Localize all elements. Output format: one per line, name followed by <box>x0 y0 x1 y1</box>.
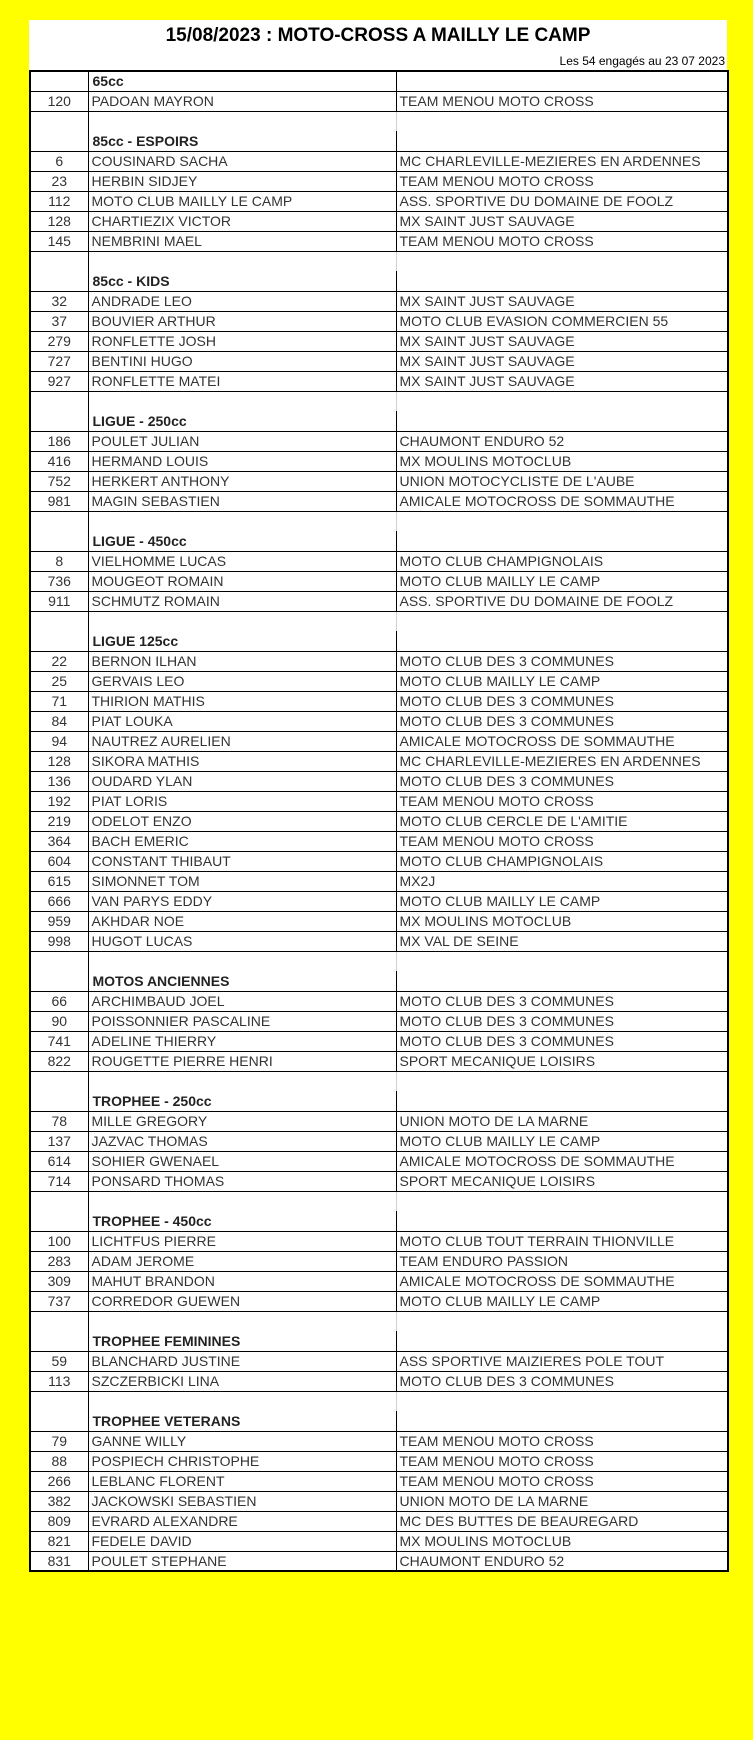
rider-name: JAZVAC THOMAS <box>88 1131 396 1151</box>
rider-name: NAUTREZ AURELIEN <box>88 731 396 751</box>
table-row <box>30 151 728 171</box>
rider-club: ASS SPORTIVE MAIZIERES POLE TOUT <box>396 1351 728 1371</box>
category-row <box>30 131 728 151</box>
rider-club: MOTO CLUB MAILLY LE CAMP <box>396 891 728 911</box>
table-row <box>30 1491 728 1511</box>
rider-name: VAN PARYS EDDY <box>88 891 396 911</box>
rider-name: SCHMUTZ ROMAIN <box>88 591 396 611</box>
table-row <box>30 231 728 251</box>
rider-number: 309 <box>30 1271 88 1291</box>
rider-number: 416 <box>30 451 88 471</box>
rider-name: BOUVIER ARTHUR <box>88 311 396 331</box>
rider-name: MILLE GREGORY <box>88 1111 396 1131</box>
rider-number: 927 <box>30 371 88 391</box>
spacer-row <box>30 1071 728 1091</box>
table-row <box>30 211 728 231</box>
rider-club: MOTO CLUB DES 3 COMMUNES <box>396 711 728 731</box>
rider-club: MX MOULINS MOTOCLUB <box>396 911 728 931</box>
rider-club: MOTO CLUB MAILLY LE CAMP <box>396 1291 728 1311</box>
rider-name: AKHDAR NOE <box>88 911 396 931</box>
rider-club: MX SAINT JUST SAUVAGE <box>396 211 728 231</box>
rider-number: 8 <box>30 551 88 571</box>
rider-name: ARCHIMBAUD JOEL <box>88 991 396 1011</box>
rider-club: MX SAINT JUST SAUVAGE <box>396 331 728 351</box>
category-heading: TROPHEE VETERANS <box>88 1411 396 1431</box>
rider-name: THIRION MATHIS <box>88 691 396 711</box>
rider-name: ODELOT ENZO <box>88 811 396 831</box>
spacer-row <box>30 111 728 131</box>
rider-club: TEAM MENOU MOTO CROSS <box>396 1451 728 1471</box>
rider-number: 615 <box>30 871 88 891</box>
rider-number: 113 <box>30 1371 88 1391</box>
rider-number: 737 <box>30 1291 88 1311</box>
table-row <box>30 1111 728 1131</box>
rider-number: 736 <box>30 571 88 591</box>
rider-name: CONSTANT THIBAUT <box>88 851 396 871</box>
rider-number: 32 <box>30 291 88 311</box>
table-row <box>30 1051 728 1071</box>
category-heading: TROPHEE - 450cc <box>88 1211 396 1231</box>
rider-name: LEBLANC FLORENT <box>88 1471 396 1491</box>
rider-club: MOTO CLUB MAILLY LE CAMP <box>396 1131 728 1151</box>
rider-number: 71 <box>30 691 88 711</box>
rider-club: MC CHARLEVILLE-MEZIERES EN ARDENNES <box>396 151 728 171</box>
rider-number: 714 <box>30 1171 88 1191</box>
rider-name: ADAM JEROME <box>88 1251 396 1271</box>
category-heading: 65cc <box>88 71 396 91</box>
rider-club: TEAM MENOU MOTO CROSS <box>396 1471 728 1491</box>
table-row <box>30 1031 728 1051</box>
rider-number: 752 <box>30 471 88 491</box>
rider-name: MOUGEOT ROMAIN <box>88 571 396 591</box>
rider-club: MOTO CLUB DES 3 COMMUNES <box>396 1011 728 1031</box>
rider-number: 192 <box>30 791 88 811</box>
rider-club: AMICALE MOTOCROSS DE SOMMAUTHE <box>396 1151 728 1171</box>
rider-number: 821 <box>30 1531 88 1551</box>
rider-number: 6 <box>30 151 88 171</box>
rider-number: 37 <box>30 311 88 331</box>
rider-club: TEAM MENOU MOTO CROSS <box>396 171 728 191</box>
rider-name: MAGIN SEBASTIEN <box>88 491 396 511</box>
rider-number: 137 <box>30 1131 88 1151</box>
rider-club: MOTO CLUB DES 3 COMMUNES <box>396 771 728 791</box>
rider-number: 128 <box>30 751 88 771</box>
table-row <box>30 91 728 111</box>
table-row <box>30 1291 728 1311</box>
rider-name: POSPIECH CHRISTOPHE <box>88 1451 396 1471</box>
category-row <box>30 1211 728 1231</box>
rider-number: 604 <box>30 851 88 871</box>
category-heading: MOTOS ANCIENNES <box>88 971 396 991</box>
category-row <box>30 631 728 651</box>
table-row <box>30 571 728 591</box>
rider-name: BLANCHARD JUSTINE <box>88 1351 396 1371</box>
rider-club: CHAUMONT ENDURO 52 <box>396 1551 728 1571</box>
table-row <box>30 1531 728 1551</box>
table-row <box>30 331 728 351</box>
rider-number: 94 <box>30 731 88 751</box>
table-row <box>30 1271 728 1291</box>
rider-number: 88 <box>30 1451 88 1471</box>
table-row <box>30 1451 728 1471</box>
table-row <box>30 651 728 671</box>
rider-club: TEAM MENOU MOTO CROSS <box>396 231 728 251</box>
spacer-row <box>30 251 728 271</box>
rider-name: ROUGETTE PIERRE HENRI <box>88 1051 396 1071</box>
rider-name: RONFLETTE JOSH <box>88 331 396 351</box>
rider-number: 66 <box>30 991 88 1011</box>
rider-name: MAHUT BRANDON <box>88 1271 396 1291</box>
rider-name: PIAT LORIS <box>88 791 396 811</box>
table-row <box>30 811 728 831</box>
table-row <box>30 291 728 311</box>
category-heading: LIGUE - 450cc <box>88 531 396 551</box>
rider-number: 112 <box>30 191 88 211</box>
spacer-row <box>30 1391 728 1411</box>
rider-name: ANDRADE LEO <box>88 291 396 311</box>
spacer-row <box>30 1311 728 1331</box>
rider-club: MX SAINT JUST SAUVAGE <box>396 291 728 311</box>
rider-club: MOTO CLUB CHAMPIGNOLAIS <box>396 851 728 871</box>
table-row <box>30 1171 728 1191</box>
table-row <box>30 451 728 471</box>
rider-name: POULET STEPHANE <box>88 1551 396 1571</box>
table-row <box>30 671 728 691</box>
category-row <box>30 1091 728 1111</box>
rider-club: MC DES BUTTES DE BEAUREGARD <box>396 1511 728 1531</box>
rider-club: UNION MOTO DE LA MARNE <box>396 1111 728 1131</box>
rider-name: VIELHOMME LUCAS <box>88 551 396 571</box>
rider-club: SPORT MECANIQUE LOISIRS <box>396 1171 728 1191</box>
rider-name: POISSONNIER PASCALINE <box>88 1011 396 1031</box>
category-row <box>30 271 728 291</box>
rider-number: 22 <box>30 651 88 671</box>
rider-name: LICHTFUS PIERRE <box>88 1231 396 1251</box>
rider-name: BENTINI HUGO <box>88 351 396 371</box>
rider-number: 59 <box>30 1351 88 1371</box>
rider-club: MOTO CLUB EVASION COMMERCIEN 55 <box>396 311 728 331</box>
table-row <box>30 1251 728 1271</box>
rider-number: 186 <box>30 431 88 451</box>
rider-number: 23 <box>30 171 88 191</box>
rider-number: 283 <box>30 1251 88 1271</box>
rider-name: HERMAND LOUIS <box>88 451 396 471</box>
rider-number: 614 <box>30 1151 88 1171</box>
category-row <box>30 1411 728 1431</box>
table-row <box>30 751 728 771</box>
table-row <box>30 891 728 911</box>
table-row <box>30 1431 728 1451</box>
rider-name: BACH EMERIC <box>88 831 396 851</box>
rider-club: MOTO CLUB DES 3 COMMUNES <box>396 991 728 1011</box>
page-subtitle: Les 54 engagés au 23 07 2023 <box>559 54 725 68</box>
rider-club: ASS. SPORTIVE DU DOMAINE DE FOOLZ <box>396 591 728 611</box>
table-row <box>30 551 728 571</box>
spacer-row <box>30 391 728 411</box>
rider-number: 741 <box>30 1031 88 1051</box>
rider-club: MOTO CLUB DES 3 COMMUNES <box>396 651 728 671</box>
rider-number: 279 <box>30 331 88 351</box>
table-row <box>30 1011 728 1031</box>
rider-club: AMICALE MOTOCROSS DE SOMMAUTHE <box>396 491 728 511</box>
rider-number: 831 <box>30 1551 88 1571</box>
rider-club: TEAM MENOU MOTO CROSS <box>396 791 728 811</box>
category-row <box>30 1331 728 1351</box>
rider-number: 79 <box>30 1431 88 1451</box>
table-row <box>30 371 728 391</box>
category-heading: 85cc - ESPOIRS <box>88 131 396 151</box>
rider-name: SOHIER GWENAEL <box>88 1151 396 1171</box>
rider-club: TEAM MENOU MOTO CROSS <box>396 831 728 851</box>
rider-club: SPORT MECANIQUE LOISIRS <box>396 1051 728 1071</box>
rider-number: 911 <box>30 591 88 611</box>
rider-number: 120 <box>30 91 88 111</box>
rider-name: JACKOWSKI SEBASTIEN <box>88 1491 396 1511</box>
table-row <box>30 851 728 871</box>
rider-name: HERKERT ANTHONY <box>88 471 396 491</box>
table-row <box>30 351 728 371</box>
rider-name: PADOAN MAYRON <box>88 91 396 111</box>
rider-name: FEDELE DAVID <box>88 1531 396 1551</box>
rider-club: ASS. SPORTIVE DU DOMAINE DE FOOLZ <box>396 191 728 211</box>
category-heading: 85cc - KIDS <box>88 271 396 291</box>
rider-number: 90 <box>30 1011 88 1031</box>
rider-club: MX VAL DE SEINE <box>396 931 728 951</box>
rider-number: 136 <box>30 771 88 791</box>
rider-name: ADELINE THIERRY <box>88 1031 396 1051</box>
table-row <box>30 311 728 331</box>
rider-club: MOTO CLUB TOUT TERRAIN THIONVILLE <box>396 1231 728 1251</box>
rider-name: GERVAIS LEO <box>88 671 396 691</box>
rider-number: 382 <box>30 1491 88 1511</box>
rider-number: 128 <box>30 211 88 231</box>
rider-number: 78 <box>30 1111 88 1131</box>
rider-club: AMICALE MOTOCROSS DE SOMMAUTHE <box>396 1271 728 1291</box>
table-row <box>30 171 728 191</box>
table-row <box>30 991 728 1011</box>
table-row <box>30 691 728 711</box>
rider-name: NEMBRINI MAEL <box>88 231 396 251</box>
rider-name: PIAT LOUKA <box>88 711 396 731</box>
table-row <box>30 771 728 791</box>
rider-number: 100 <box>30 1231 88 1251</box>
entries-table <box>29 70 729 1572</box>
rider-name: RONFLETTE MATEI <box>88 371 396 391</box>
rider-name: OUDARD YLAN <box>88 771 396 791</box>
rider-club: MOTO CLUB CHAMPIGNOLAIS <box>396 551 728 571</box>
rider-club: MX SAINT JUST SAUVAGE <box>396 351 728 371</box>
rider-number: 266 <box>30 1471 88 1491</box>
rider-name: BERNON ILHAN <box>88 651 396 671</box>
rider-club: MOTO CLUB DES 3 COMMUNES <box>396 1371 728 1391</box>
rider-name: POULET JULIAN <box>88 431 396 451</box>
rider-number: 998 <box>30 931 88 951</box>
table-row <box>30 1351 728 1371</box>
rider-name: MOTO CLUB MAILLY LE CAMP <box>88 191 396 211</box>
rider-club: MX SAINT JUST SAUVAGE <box>396 371 728 391</box>
table-row <box>30 191 728 211</box>
rider-name: GANNE WILLY <box>88 1431 396 1451</box>
rider-number: 666 <box>30 891 88 911</box>
rider-name: SIMONNET TOM <box>88 871 396 891</box>
table-row <box>30 431 728 451</box>
category-heading: LIGUE 125cc <box>88 631 396 651</box>
table-row <box>30 791 728 811</box>
rider-name: HUGOT LUCAS <box>88 931 396 951</box>
rider-club: TEAM ENDURO PASSION <box>396 1251 728 1271</box>
table-row <box>30 831 728 851</box>
rider-name: PONSARD THOMAS <box>88 1171 396 1191</box>
category-heading: LIGUE - 250cc <box>88 411 396 431</box>
rider-number: 25 <box>30 671 88 691</box>
table-row <box>30 471 728 491</box>
rider-number: 959 <box>30 911 88 931</box>
rider-name: SIKORA MATHIS <box>88 751 396 771</box>
rider-number: 727 <box>30 351 88 371</box>
spacer-row <box>30 1191 728 1211</box>
rider-club: MOTO CLUB MAILLY LE CAMP <box>396 571 728 591</box>
rider-name: CORREDOR GUEWEN <box>88 1291 396 1311</box>
rider-name: COUSINARD SACHA <box>88 151 396 171</box>
category-row <box>30 71 728 91</box>
rider-club: MOTO CLUB DES 3 COMMUNES <box>396 691 728 711</box>
category-heading: TROPHEE FEMININES <box>88 1331 396 1351</box>
rider-name: SZCZERBICKI LINA <box>88 1371 396 1391</box>
rider-club: MOTO CLUB CERCLE DE L'AMITIE <box>396 811 728 831</box>
table-row <box>30 1511 728 1531</box>
rider-number: 84 <box>30 711 88 731</box>
table-row <box>30 1371 728 1391</box>
table-row <box>30 731 728 751</box>
category-row <box>30 531 728 551</box>
category-row <box>30 411 728 431</box>
rider-club: TEAM MENOU MOTO CROSS <box>396 1431 728 1451</box>
spacer-row <box>30 951 728 971</box>
table-row <box>30 491 728 511</box>
rider-number: 219 <box>30 811 88 831</box>
rider-club: UNION MOTO DE LA MARNE <box>396 1491 728 1511</box>
table-row <box>30 1471 728 1491</box>
rider-club: AMICALE MOTOCROSS DE SOMMAUTHE <box>396 731 728 751</box>
rider-club: MX MOULINS MOTOCLUB <box>396 1531 728 1551</box>
rider-club: MX MOULINS MOTOCLUB <box>396 451 728 471</box>
rider-club: MOTO CLUB MAILLY LE CAMP <box>396 671 728 691</box>
spacer-row <box>30 611 728 631</box>
rider-club: TEAM MENOU MOTO CROSS <box>396 91 728 111</box>
table-row <box>30 591 728 611</box>
category-row <box>30 971 728 991</box>
rider-club: MX2J <box>396 871 728 891</box>
entry-list-sheet <box>29 20 727 1572</box>
table-row <box>30 911 728 931</box>
rider-club: MOTO CLUB DES 3 COMMUNES <box>396 1031 728 1051</box>
rider-club: MC CHARLEVILLE-MEZIERES EN ARDENNES <box>396 751 728 771</box>
rider-club: UNION MOTOCYCLISTE DE L'AUBE <box>396 471 728 491</box>
category-heading: TROPHEE - 250cc <box>88 1091 396 1111</box>
entries-table-body <box>30 71 728 1571</box>
rider-club: CHAUMONT ENDURO 52 <box>396 431 728 451</box>
table-row <box>30 931 728 951</box>
page-title: 15/08/2023 : MOTO-CROSS A MAILLY LE CAMP <box>165 25 591 46</box>
rider-number: 981 <box>30 491 88 511</box>
rider-number: 822 <box>30 1051 88 1071</box>
table-row <box>30 711 728 731</box>
rider-name: EVRARD ALEXANDRE <box>88 1511 396 1531</box>
rider-number: 145 <box>30 231 88 251</box>
rider-number: 364 <box>30 831 88 851</box>
table-row <box>30 1231 728 1251</box>
spacer-row <box>30 511 728 531</box>
rider-name: CHARTIEZIX VICTOR <box>88 211 396 231</box>
table-row <box>30 1551 728 1571</box>
table-row <box>30 871 728 891</box>
rider-name: HERBIN SIDJEY <box>88 171 396 191</box>
rider-number: 809 <box>30 1511 88 1531</box>
table-row <box>30 1131 728 1151</box>
table-row <box>30 1151 728 1171</box>
